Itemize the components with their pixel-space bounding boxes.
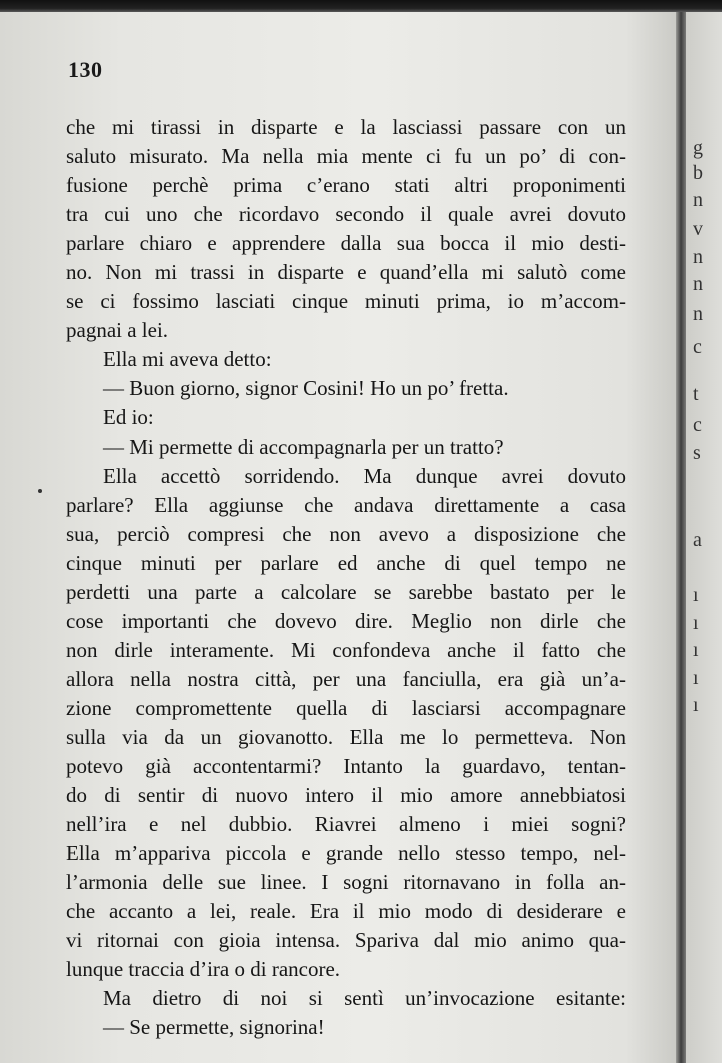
facing-page-letter: n [693,303,703,325]
text-line: — Mi permette di accompagnarla per un tratto? [103,434,504,459]
text-line: saluto misurato. Ma nella mia mente ci fu un po’ di con- [66,144,626,169]
text-line: perdetti una parte a calcolare se sarebbe bastato per le [66,579,626,604]
facing-page-letter: g [693,137,703,159]
text-line: no. Non mi trassi in disparte e quand’ella mi salutò come [66,260,626,285]
facing-page-letter: n [693,273,703,295]
text-line: parlare chiaro e apprendere dalla sua bocca il mio desti- [66,231,626,256]
text-line: Ella mi aveva detto: [103,347,272,372]
text-line: non dirle interamente. Mi confondeva anche il fatto che [66,637,626,662]
stray-ink-mark [38,489,42,493]
facing-page-letter: a [693,529,702,551]
facing-page-letter: b [693,162,703,184]
text-line: — Buon giorno, signor Cosini! Ho un po’ fretta. [103,376,509,401]
body-text [66,113,626,1043]
text-line: Ella accettò sorridendo. Ma dunque avrei dovuto [103,463,626,488]
text-line: Ella m’appariva piccola e grande nello stesso tempo, nel- [66,841,626,866]
text-line: allora nella nostra città, per una fanciulla, era già un’a- [66,666,626,691]
facing-page-letter: t [693,383,699,405]
text-line: che mi tirassi in disparte e la lasciassi passare con un [66,115,626,139]
text-line: zione compromettente quella di lasciarsi accompagnare [66,695,626,720]
facing-page-letter: ı [693,667,699,689]
text-line: vi ritornai con gioia intensa. Spariva dal mio animo qua- [66,928,626,953]
page-number: 130 [68,57,103,82]
text-line: tra cui uno che ricordavo secondo il quale avrei dovuto [66,202,626,227]
facing-page-letter: ı [693,694,699,716]
text-line: l’armonia delle sue linee. I sogni ritornavano in folla an- [66,870,626,895]
text-line: Ma dietro di noi si sentì un’invocazione esitante: [103,986,626,1011]
text-line: cose importanti che dovevo dire. Meglio non dirle che [66,608,626,633]
facing-page-letter: ı [693,612,699,634]
adjacent-page-edge [686,12,722,1063]
facing-page-letter: ı [693,584,699,606]
facing-page-letter: c [693,414,702,436]
facing-page-letter: ı [693,639,699,661]
facing-page-letter: v [693,218,703,240]
facing-page-letter: c [693,336,702,358]
text-line: pagnai a lei. [66,318,169,343]
text-line: se ci fossimo lasciati cinque minuti prima, io m’accom- [66,289,626,314]
facing-page-letter: n [693,246,703,268]
text-line: nell’ira e nel dubbio. Riavrei almeno i miei sogni? [66,812,626,837]
text-line: do di sentir di nuovo intero il mio amore annebbiatosi [66,783,626,808]
text-line: parlare? Ella aggiunse che andava direttamente a casa [66,492,626,517]
text-line: che accanto a lei, reale. Era il mio modo di desiderare e [66,899,626,924]
page-gutter-edge [676,12,686,1063]
text-line: sua, perciò compresi che non avevo a disposizione che [66,521,626,546]
text-line: lunque traccia d’ira o di rancore. [66,957,341,982]
text-line: cinque minuti per parlare ed anche di quel tempo ne [66,550,626,575]
facing-page-letter: s [693,442,701,464]
text-line: Ed io: [103,405,154,430]
text-line: sulla via da un giovanotto. Ella me lo permetteva. Non [66,724,626,749]
text-line: fusione perchè prima c’erano stati altri proponimenti [66,173,626,198]
text-line: potevo già accontentarmi? Intanto la guardavo, tentan- [66,754,626,779]
text-line: — Se permette, signorina! [103,1015,325,1040]
facing-page-letter: n [693,189,703,211]
book-page [0,12,680,1063]
